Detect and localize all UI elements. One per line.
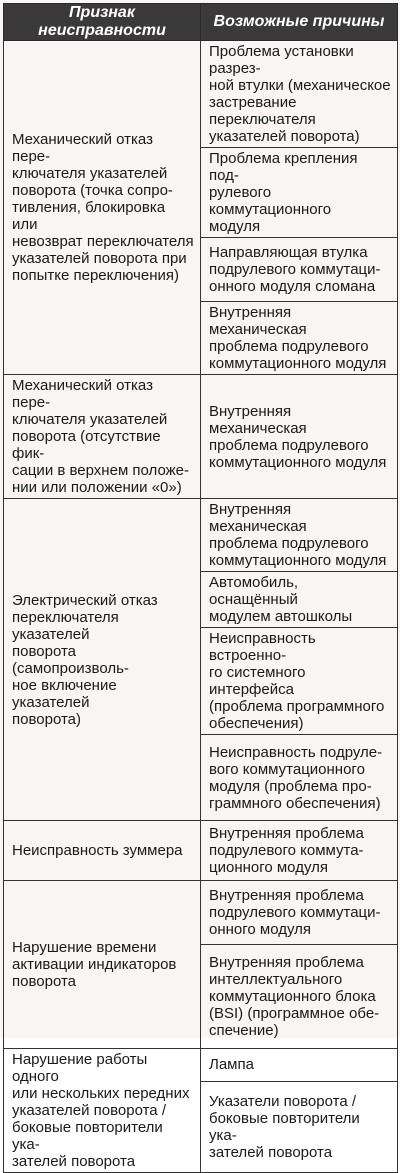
symptom-cell: Механический отказ пере- ключателя указателей поворота (отсутствие фик- сации в верхнем положе- нии или положении «0») <box>4 375 201 499</box>
table-row <box>4 821 398 881</box>
fault-table <box>3 3 398 1173</box>
symptom-cell: Неисправность зуммера <box>4 821 201 881</box>
cause-cell: Неисправность встроенно- го системного интерфейса (проблема программного обеспечения) <box>201 628 398 735</box>
table-row <box>4 375 398 499</box>
cause-cell: Неисправность подруле- вого коммутационного модуля (проблема про- граммного обеспечения) <box>201 735 398 821</box>
cause-cell: Внутренняя механическая проблема подрулевого коммутационного модуля <box>201 499 398 572</box>
table-row <box>4 41 398 148</box>
cause-cell: Проблема крепления под- рулевого коммутационного модуля <box>201 148 398 238</box>
symptom-cell: Механический отказ пере- ключателя указателей поворота (точка сопро- тивления, блокировка или невозврат переключателя указателей поворота при попытке переключения) <box>4 41 201 375</box>
table-row <box>4 499 398 572</box>
table-header-row <box>4 4 398 41</box>
table-row <box>4 881 398 945</box>
symptom-cell: Нарушение работы одного или нескольких передних указателей поворота / боковые повторители ука- зателей поворота <box>4 1049 201 1173</box>
header-causes: Возможные причины <box>201 4 398 41</box>
cause-cell: Указатели поворота / боковые повторители ука- зателей поворота <box>201 1081 398 1172</box>
cause-cell: Проблема установки разрез- ной втулки (механическое застревание переключателя указателей поворота) <box>201 41 398 148</box>
table-row <box>4 1049 398 1082</box>
cause-cell: Внутренняя проблема интеллектуального коммутационного блока (BSI) (программное обе- спечение) <box>201 945 398 1049</box>
symptom-cell: Электрический отказ переключателя указателей поворота (самопроизволь- ное включение указателей поворота) <box>4 499 201 821</box>
cause-cell: Лампа <box>201 1049 398 1082</box>
cause-cell: Направляющая втулка подрулевого коммутаци- онного модуля сломана <box>201 238 398 302</box>
cause-cell: Внутренняя механическая проблема подрулевого коммутационного модуля <box>201 375 398 499</box>
header-symptom: Признак неисправности <box>4 4 201 41</box>
cause-cell: Внутренняя механическая проблема подрулевого коммутационного модуля <box>201 302 398 375</box>
symptom-cell: Нарушение времени активации индикаторов поворота <box>4 881 201 1049</box>
cause-cell: Внутренняя проблема подрулевого коммута- ционного модуля <box>201 821 398 881</box>
cause-cell: Автомобиль, оснащённый модулем автошколы <box>201 572 398 628</box>
cause-cell: Внутренняя проблема подрулевого коммутаци- онного модуля <box>201 881 398 945</box>
